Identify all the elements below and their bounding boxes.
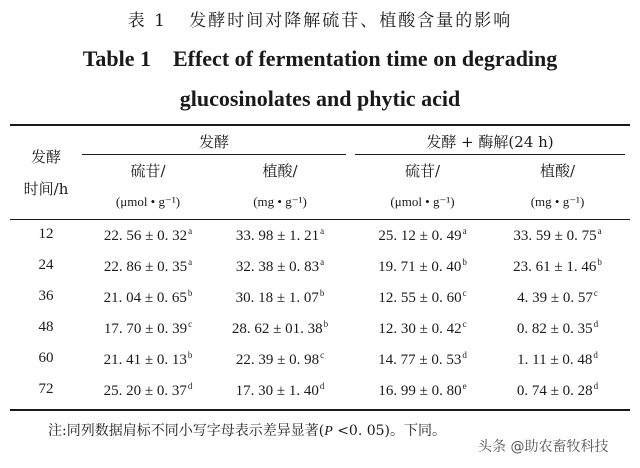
time-cell: 24 [38, 257, 54, 273]
table-caption-chinese: 表 1 发酵时间对降解硫苷、植酸含量的影响 [127, 11, 513, 31]
header-phytic-1: 植酸/ [262, 162, 298, 180]
ferm-phytic-cell: 32. 38 ± 0. 83$^a$ [235, 257, 325, 275]
time-cell: 12 [38, 226, 54, 242]
group-rule-enzymolysis [355, 154, 625, 155]
header-group-fermentation: 发酵 [198, 133, 229, 151]
ferm-glucosinolate-cell: 22. 86 ± 0. 35$^a$ [103, 257, 193, 275]
ferm-glucosinolate-cell: 25. 20 ± 0. 37$^d$ [103, 381, 193, 399]
time-cell: 72 [38, 381, 54, 397]
ferm-glucosinolate-cell: 22. 56 ± 0. 32$^a$ [103, 226, 193, 244]
enz-glucosinolate-cell: 16. 99 ± 0. 80e [378, 381, 467, 399]
time-cell: 48 [38, 319, 54, 335]
ferm-glucosinolate-cell: 21. 04 ± 0. 65$^b$ [103, 288, 193, 306]
ferm-phytic-cell: 17. 30 ± 1. 40$^d$ [235, 381, 325, 399]
enz-glucosinolate-cell: 12. 55 ± 0. 60$^c$ [378, 288, 467, 306]
enz-phytic-cell: 33. 59 ± 0. 75$^a$ [513, 226, 602, 244]
enz-glucosinolate-cell: 14. 77 ± 0. 53$^d$ [378, 350, 467, 368]
enz-glucosinolate-cell: 19. 71 ± 0. 40$^b$ [378, 257, 467, 275]
header-time-line1: 发酵 [30, 148, 61, 166]
ferm-phytic-cell: 30. 18 ± 1. 07$^b$ [235, 288, 325, 306]
unit-phytic-2: (mg • g⁻¹) [530, 194, 585, 209]
enz-phytic-cell: 1. 11 ± 0. 48$^d$ [517, 350, 598, 368]
source-watermark: 头条 @助农畜牧科技 [478, 439, 609, 455]
ferm-phytic-cell: 28. 62 ± 01. 38$^b$ [231, 319, 329, 337]
enz-glucosinolate-cell: 25. 12 ± 0. 49$^a$ [378, 226, 467, 244]
table-top-rule [10, 124, 630, 126]
ferm-glucosinolate-cell: 21. 41 ± 0. 13$^b$ [103, 350, 193, 368]
unit-glucosinolate-2: (μmol • g⁻¹) [390, 194, 455, 209]
unit-glucosinolate-1: (μmol • g⁻¹) [115, 194, 181, 209]
table-caption-english-line2: glucosinolates and phytic acid [179, 86, 461, 111]
enz-phytic-cell: 0. 74 ± 0. 28$^d$ [516, 381, 599, 399]
header-phytic-2: 植酸/ [539, 162, 576, 180]
group-rule-fermentation [82, 154, 346, 155]
enz-phytic-cell: 23. 61 ± 1. 46$^b$ [513, 257, 602, 275]
table-bottom-rule [10, 409, 630, 411]
ferm-glucosinolate-cell: 17. 70 ± 0. 39$^c$ [103, 319, 193, 337]
time-cell: 60 [38, 350, 54, 366]
header-time-line2: 时间/h [23, 180, 69, 198]
enz-glucosinolate-cell: 12. 30 ± 0. 42$^c$ [378, 319, 467, 337]
table-caption-english-line1: Table 1 Effect of fermentation time on degrading [82, 46, 558, 71]
time-cell: 36 [38, 288, 54, 304]
unit-phytic-1: (mg • g⁻¹) [253, 194, 307, 209]
header-bottom-rule [10, 219, 630, 220]
header-group-fermentation-enzymolysis: 发酵 + 酶解(24 h) [426, 133, 554, 151]
header-glucosinolate-1: 硫苷/ [130, 162, 166, 180]
enz-phytic-cell: 0. 82 ± 0. 35$^d$ [516, 319, 599, 337]
header-glucosinolate-2: 硫苷/ [404, 162, 441, 180]
ferm-phytic-cell: 22. 39 ± 0. 98$^c$ [235, 350, 325, 368]
enz-phytic-cell: 4. 39 ± 0. 57$^c$ [517, 288, 598, 306]
ferm-phytic-cell: 33. 98 ± 1. 21$^a$ [235, 226, 325, 244]
table-footnote: 注:同列数据肩标不同小写字母表示差异显著(P <0. 05)。下同。 [48, 423, 447, 439]
